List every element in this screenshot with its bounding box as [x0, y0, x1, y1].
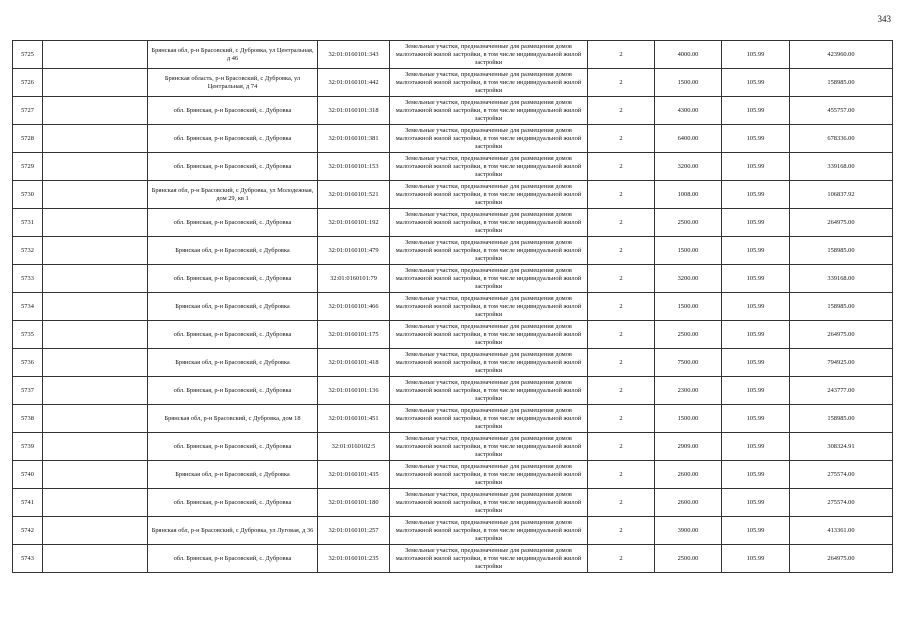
area-cell: 2500.00	[655, 209, 722, 237]
row-number-cell: 5731	[13, 209, 43, 237]
group-number-cell: 2	[588, 321, 655, 349]
land-use-purpose-cell: Земельные участки, предназначенные для размещения домов малоэтажной жилой застройки, в том числе индивидуальной жилой застройки	[390, 489, 588, 517]
land-use-purpose-cell: Земельные участки, предназначенные для размещения домов малоэтажной жилой застройки, в том числе индивидуальной жилой застройки	[390, 69, 588, 97]
group-number-cell: 2	[588, 349, 655, 377]
empty-cell	[43, 265, 148, 293]
cadastral-number-cell: 32:01:0160101:435	[318, 461, 390, 489]
cadastral-value-cell: 158985.00	[790, 237, 893, 265]
area-cell: 1500.00	[655, 237, 722, 265]
address-cell: Брянская обл, р-н Брасовский, с Дубровка, ул Центральная, д 46	[148, 41, 318, 69]
cadastral-value-cell: 264975.00	[790, 545, 893, 573]
cadastral-number-cell: 32:01:0160101:192	[318, 209, 390, 237]
group-number-cell: 2	[588, 125, 655, 153]
area-cell: 2600.00	[655, 461, 722, 489]
specific-value-cell: 105.99	[722, 349, 790, 377]
empty-cell	[43, 293, 148, 321]
area-cell: 3900.00	[655, 517, 722, 545]
row-number-cell: 5733	[13, 265, 43, 293]
row-number-cell: 5729	[13, 153, 43, 181]
land-use-purpose-cell: Земельные участки, предназначенные для размещения домов малоэтажной жилой застройки, в том числе индивидуальной жилой застройки	[390, 41, 588, 69]
area-cell: 2909.00	[655, 433, 722, 461]
area-cell: 3200.00	[655, 153, 722, 181]
land-use-purpose-cell: Земельные участки, предназначенные для размещения домов малоэтажной жилой застройки, в том числе индивидуальной жилой застройки	[390, 153, 588, 181]
group-number-cell: 2	[588, 97, 655, 125]
land-use-purpose-cell: Земельные участки, предназначенные для размещения домов малоэтажной жилой застройки, в том числе индивидуальной жилой застройки	[390, 405, 588, 433]
cadastral-value-cell: 106837.92	[790, 181, 893, 209]
row-number-cell: 5730	[13, 181, 43, 209]
area-cell: 4000.00	[655, 41, 722, 69]
row-number-cell: 5743	[13, 545, 43, 573]
row-number-cell: 5728	[13, 125, 43, 153]
cadastral-value-cell: 339168.00	[790, 265, 893, 293]
empty-cell	[43, 517, 148, 545]
specific-value-cell: 105.99	[722, 293, 790, 321]
table-row	[13, 517, 893, 545]
specific-value-cell: 105.99	[722, 461, 790, 489]
address-cell: обл. Брянская, р-н Брасовский, с. Дубровка	[148, 433, 318, 461]
group-number-cell: 2	[588, 69, 655, 97]
empty-cell	[43, 321, 148, 349]
empty-cell	[43, 181, 148, 209]
address-cell: Брянская обл, р-н Брасовский, с Дубровка	[148, 461, 318, 489]
cadastral-value-cell: 413361.00	[790, 517, 893, 545]
specific-value-cell: 105.99	[722, 489, 790, 517]
cadastral-number-cell: 32:01:0160101:442	[318, 69, 390, 97]
row-number-cell: 5726	[13, 69, 43, 97]
specific-value-cell: 105.99	[722, 69, 790, 97]
cadastral-number-cell: 32:01:0160101:479	[318, 237, 390, 265]
address-cell: обл. Брянская, р-н Брасовский, с. Дубровка	[148, 545, 318, 573]
specific-value-cell: 105.99	[722, 405, 790, 433]
specific-value-cell: 105.99	[722, 545, 790, 573]
cadastral-number-cell: 32:01:0160101:79	[318, 265, 390, 293]
table-row	[13, 461, 893, 489]
table-row	[13, 41, 893, 69]
empty-cell	[43, 461, 148, 489]
specific-value-cell: 105.99	[722, 433, 790, 461]
group-number-cell: 2	[588, 209, 655, 237]
cadastral-value-cell: 275574.00	[790, 489, 893, 517]
cadastral-value-cell: 158985.00	[790, 405, 893, 433]
specific-value-cell: 105.99	[722, 321, 790, 349]
address-cell: Брянская обл, р-н Брасовский, с Дубровка	[148, 349, 318, 377]
cadastral-value-cell: 339168.00	[790, 153, 893, 181]
specific-value-cell: 105.99	[722, 41, 790, 69]
land-registry-table	[12, 40, 893, 573]
specific-value-cell: 105.99	[722, 181, 790, 209]
group-number-cell: 2	[588, 265, 655, 293]
area-cell: 1500.00	[655, 69, 722, 97]
specific-value-cell: 105.99	[722, 209, 790, 237]
cadastral-value-cell: 678336.00	[790, 125, 893, 153]
cadastral-number-cell: 32:01:0160101:343	[318, 41, 390, 69]
empty-cell	[43, 97, 148, 125]
group-number-cell: 2	[588, 461, 655, 489]
cadastral-number-cell: 32:01:0160101:136	[318, 377, 390, 405]
cadastral-number-cell: 32:01:0160101:175	[318, 321, 390, 349]
land-use-purpose-cell: Земельные участки, предназначенные для размещения домов малоэтажной жилой застройки, в том числе индивидуальной жилой застройки	[390, 237, 588, 265]
row-number-cell: 5734	[13, 293, 43, 321]
table-row	[13, 321, 893, 349]
specific-value-cell: 105.99	[722, 97, 790, 125]
area-cell: 4300.00	[655, 97, 722, 125]
cadastral-number-cell: 32:01:0160101:521	[318, 181, 390, 209]
specific-value-cell: 105.99	[722, 517, 790, 545]
address-cell: обл. Брянская, р-н Брасовский, с. Дубровка	[148, 489, 318, 517]
cadastral-value-cell: 264975.00	[790, 321, 893, 349]
address-cell: Брянская обл, р-н Брасовский, с Дубровка	[148, 293, 318, 321]
area-cell: 3200.00	[655, 265, 722, 293]
cadastral-number-cell: 32:01:0160101:381	[318, 125, 390, 153]
row-number-cell: 5725	[13, 41, 43, 69]
empty-cell	[43, 41, 148, 69]
land-use-purpose-cell: Земельные участки, предназначенные для размещения домов малоэтажной жилой застройки, в том числе индивидуальной жилой застройки	[390, 377, 588, 405]
page-number: 343	[877, 14, 891, 24]
table-row	[13, 433, 893, 461]
area-cell: 1500.00	[655, 405, 722, 433]
cadastral-value-cell: 423960.00	[790, 41, 893, 69]
empty-cell	[43, 545, 148, 573]
area-cell: 2500.00	[655, 321, 722, 349]
cadastral-number-cell: 32:01:0160101:418	[318, 349, 390, 377]
table-row	[13, 489, 893, 517]
land-use-purpose-cell: Земельные участки, предназначенные для размещения домов малоэтажной жилой застройки, в том числе индивидуальной жилой застройки	[390, 125, 588, 153]
land-use-purpose-cell: Земельные участки, предназначенные для размещения домов малоэтажной жилой застройки, в том числе индивидуальной жилой застройки	[390, 433, 588, 461]
group-number-cell: 2	[588, 293, 655, 321]
address-cell: обл. Брянская, р-н Брасовский, с. Дубровка	[148, 265, 318, 293]
cadastral-value-cell: 275574.00	[790, 461, 893, 489]
table-row	[13, 153, 893, 181]
empty-cell	[43, 489, 148, 517]
land-use-purpose-cell: Земельные участки, предназначенные для размещения домов малоэтажной жилой застройки, в том числе индивидуальной жилой застройки	[390, 97, 588, 125]
empty-cell	[43, 125, 148, 153]
address-cell: обл. Брянская, р-н Брасовский, с. Дубровка	[148, 125, 318, 153]
specific-value-cell: 105.99	[722, 265, 790, 293]
address-cell: обл. Брянская, р-н Брасовский, с. Дубровка	[148, 321, 318, 349]
group-number-cell: 2	[588, 153, 655, 181]
row-number-cell: 5737	[13, 377, 43, 405]
empty-cell	[43, 405, 148, 433]
cadastral-value-cell: 158985.00	[790, 69, 893, 97]
area-cell: 2600.00	[655, 489, 722, 517]
group-number-cell: 2	[588, 41, 655, 69]
cadastral-value-cell: 794925.00	[790, 349, 893, 377]
cadastral-number-cell: 32:01:0160101:318	[318, 97, 390, 125]
cadastral-value-cell: 308324.91	[790, 433, 893, 461]
table-row	[13, 181, 893, 209]
address-cell: обл. Брянская, р-н Брасовский, с. Дубровка	[148, 153, 318, 181]
table-row	[13, 265, 893, 293]
table-row	[13, 545, 893, 573]
land-use-purpose-cell: Земельные участки, предназначенные для размещения домов малоэтажной жилой застройки, в том числе индивидуальной жилой застройки	[390, 293, 588, 321]
table-row	[13, 69, 893, 97]
empty-cell	[43, 237, 148, 265]
land-use-purpose-cell: Земельные участки, предназначенные для размещения домов малоэтажной жилой застройки, в том числе индивидуальной жилой застройки	[390, 181, 588, 209]
specific-value-cell: 105.99	[722, 153, 790, 181]
specific-value-cell: 105.99	[722, 237, 790, 265]
empty-cell	[43, 209, 148, 237]
address-cell: Брянская обл, р-н Брасовский, с Дубровка, ул Молодежная, дом 29, кв 1	[148, 181, 318, 209]
group-number-cell: 2	[588, 237, 655, 265]
land-use-purpose-cell: Земельные участки, предназначенные для размещения домов малоэтажной жилой застройки, в том числе индивидуальной жилой застройки	[390, 545, 588, 573]
table-row	[13, 293, 893, 321]
cadastral-value-cell: 243777.00	[790, 377, 893, 405]
table-row	[13, 405, 893, 433]
cadastral-value-cell: 455757.00	[790, 97, 893, 125]
empty-cell	[43, 69, 148, 97]
cadastral-number-cell: 32:01:0160101:153	[318, 153, 390, 181]
land-use-purpose-cell: Земельные участки, предназначенные для размещения домов малоэтажной жилой застройки, в том числе индивидуальной жилой застройки	[390, 461, 588, 489]
address-cell: обл. Брянская, р-н Брасовский, с. Дубровка	[148, 97, 318, 125]
cadastral-value-cell: 158985.00	[790, 293, 893, 321]
group-number-cell: 2	[588, 433, 655, 461]
group-number-cell: 2	[588, 545, 655, 573]
address-cell: обл. Брянская, р-н Брасовский, с. Дубровка	[148, 209, 318, 237]
empty-cell	[43, 349, 148, 377]
empty-cell	[43, 153, 148, 181]
area-cell: 2300.00	[655, 377, 722, 405]
area-cell: 6400.00	[655, 125, 722, 153]
cadastral-value-cell: 264975.00	[790, 209, 893, 237]
group-number-cell: 2	[588, 517, 655, 545]
table-row	[13, 97, 893, 125]
row-number-cell: 5727	[13, 97, 43, 125]
row-number-cell: 5740	[13, 461, 43, 489]
empty-cell	[43, 377, 148, 405]
land-use-purpose-cell: Земельные участки, предназначенные для размещения домов малоэтажной жилой застройки, в том числе индивидуальной жилой застройки	[390, 209, 588, 237]
group-number-cell: 2	[588, 489, 655, 517]
address-cell: обл. Брянская, р-н Брасовский, с. Дубровка	[148, 377, 318, 405]
table-row	[13, 125, 893, 153]
table-row	[13, 237, 893, 265]
group-number-cell: 2	[588, 405, 655, 433]
land-use-purpose-cell: Земельные участки, предназначенные для размещения домов малоэтажной жилой застройки, в том числе индивидуальной жилой застройки	[390, 349, 588, 377]
row-number-cell: 5739	[13, 433, 43, 461]
cadastral-number-cell: 32:01:0160101:257	[318, 517, 390, 545]
row-number-cell: 5736	[13, 349, 43, 377]
row-number-cell: 5735	[13, 321, 43, 349]
address-cell: Брянская обл, р-н Брасовский, с Дубровка, ул Луговая, д 36	[148, 517, 318, 545]
cadastral-number-cell: 32:01:0160101:180	[318, 489, 390, 517]
cadastral-number-cell: 32:01:0160101:235	[318, 545, 390, 573]
land-use-purpose-cell: Земельные участки, предназначенные для размещения домов малоэтажной жилой застройки, в том числе индивидуальной жилой застройки	[390, 265, 588, 293]
address-cell: Брянская обл, р-н Брасовский, с Дубровка, дом 18	[148, 405, 318, 433]
area-cell: 1008.00	[655, 181, 722, 209]
specific-value-cell: 105.99	[722, 377, 790, 405]
address-cell: Брянская обл, р-н Брасовский, с Дубровка	[148, 237, 318, 265]
table-row	[13, 349, 893, 377]
land-use-purpose-cell: Земельные участки, предназначенные для размещения домов малоэтажной жилой застройки, в том числе индивидуальной жилой застройки	[390, 517, 588, 545]
group-number-cell: 2	[588, 181, 655, 209]
cadastral-number-cell: 32:01:0160102:5	[318, 433, 390, 461]
area-cell: 2500.00	[655, 545, 722, 573]
group-number-cell: 2	[588, 377, 655, 405]
row-number-cell: 5742	[13, 517, 43, 545]
table-body	[13, 41, 893, 573]
empty-cell	[43, 433, 148, 461]
table-row	[13, 209, 893, 237]
specific-value-cell: 105.99	[722, 125, 790, 153]
address-cell: Брянская область, р-н Брасовский, с Дубровка, ул Центральная, д 74	[148, 69, 318, 97]
table-row	[13, 377, 893, 405]
row-number-cell: 5741	[13, 489, 43, 517]
row-number-cell: 5732	[13, 237, 43, 265]
row-number-cell: 5738	[13, 405, 43, 433]
area-cell: 1500.00	[655, 293, 722, 321]
land-use-purpose-cell: Земельные участки, предназначенные для размещения домов малоэтажной жилой застройки, в том числе индивидуальной жилой застройки	[390, 321, 588, 349]
cadastral-number-cell: 32:01:0160101:466	[318, 293, 390, 321]
area-cell: 7500.00	[655, 349, 722, 377]
cadastral-number-cell: 32:01:0160101:451	[318, 405, 390, 433]
